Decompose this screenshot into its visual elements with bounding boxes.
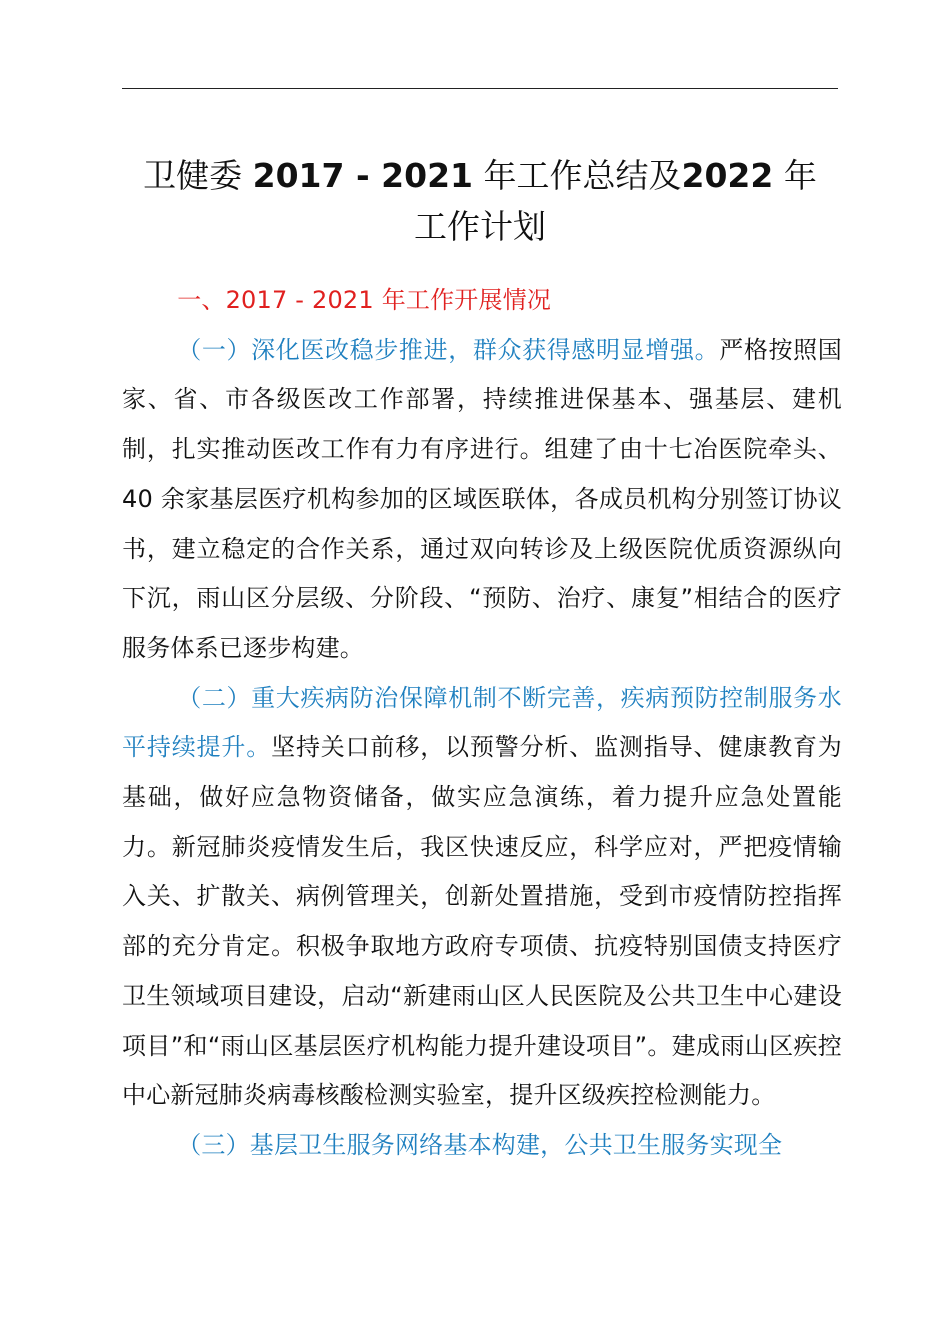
paragraph-3 <box>122 1121 842 1171</box>
paragraph-3-heading: （三）基层卫生服务网络基本构建，公共卫生服务实现全 <box>177 1130 783 1159</box>
paragraph-1-text: 严格按照国家、省、市各级医改工作部署，持续推进保基本、强基层、建机制，扎实推动医改工作有力有序进行。组建了由十七冶医院牵头、40 余家基层医疗机构参加的区域医联体，各成员机构分别签订协议书，建立稳定的合作关系，通过双向转诊及上级医院优质资源纵向下沉，雨山区分层级、分阶段、“预防、治疗、康复”相结合的医疗服务体系已逐步构建。 <box>122 335 843 662</box>
section-heading-text: 一、2017 - 2021 年工作开展情况 <box>177 286 552 314</box>
title-part-e: 年 <box>783 156 817 195</box>
paragraph-2-heading: （二）重大疾病防治保障机制不断完善，疾病预防控制服务水平持续提升。 <box>122 683 842 762</box>
title-part-a: 卫健委 <box>143 156 243 195</box>
document-body <box>122 276 842 1171</box>
document-title <box>100 150 860 252</box>
paragraph-1 <box>122 326 842 674</box>
title-part-c: 年工作总结及 <box>483 156 682 195</box>
title-year-range: 2017 - 2021 <box>252 156 473 195</box>
paragraph-1-heading: （一）深化医改稳步推进，群众获得感明显增强。 <box>177 335 720 364</box>
paragraph-2-text: 坚持关口前移，以预警分析、监测指导、健康教育为基础，做好应急物资储备，做实应急演练，着力提升应急处置能力。新冠肺炎疫情发生后，我区快速反应，科学应对，严把疫情输入关、扩散关、病例管理关，创新处置措施，受到市疫情防控指挥部的充分肯定。积极争取地方政府专项债、抗疫特别国债支持医疗卫生领域项目建设，启动“新建雨山区人民医院及公共卫生中心建设项目”和“雨山区基层医疗机构能力提升建设项目”。建成雨山区疾控中心新冠肺炎病毒核酸检测实验室，提升区级疾控检测能力。 <box>122 733 842 1110</box>
paragraph-2 <box>122 674 842 1121</box>
section-heading <box>122 276 842 326</box>
title-year-plan: 2022 <box>681 156 774 195</box>
header-rule <box>122 88 838 89</box>
title-part-f: 工作计划 <box>414 207 546 246</box>
